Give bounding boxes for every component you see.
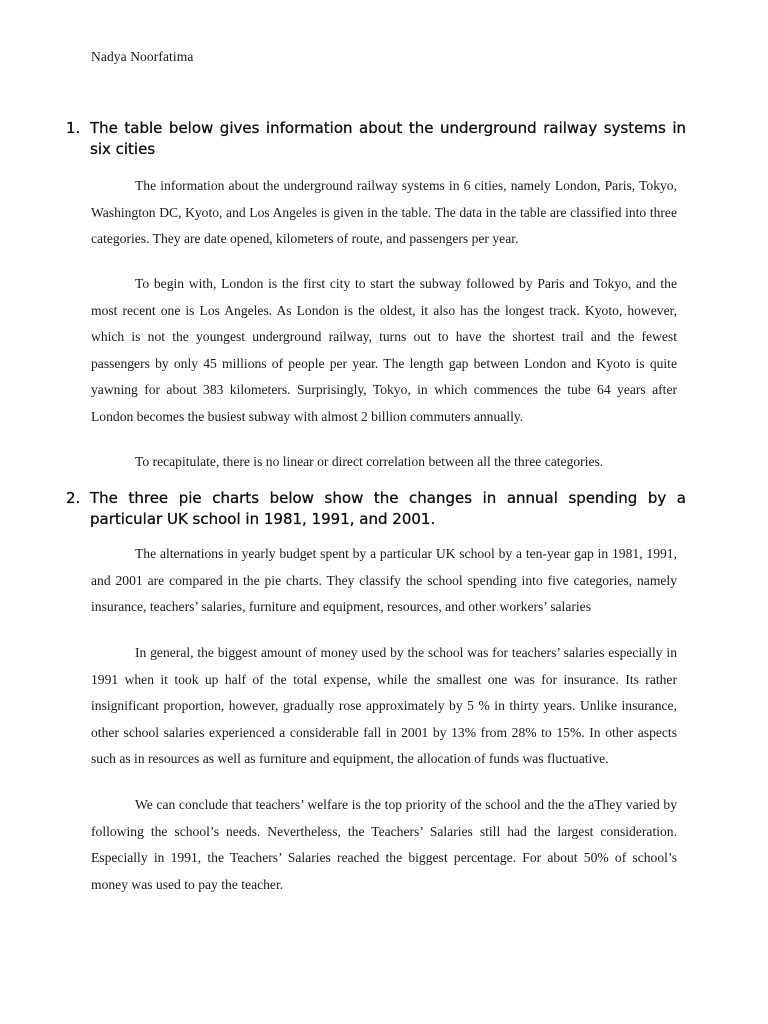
section-1-heading — [66, 118, 686, 160]
section-2-heading — [66, 488, 686, 530]
section-2-number: 2. — [66, 489, 81, 507]
section-2-paragraph-2: In general, the biggest amount of money used by the school was for teachers’ salaries especially in 1991 when it took up half of the total expense, while the smallest one was for insurance. Its rather insignificant proportion, however, gradually rose approximately by 5 % in thirty years. Unlike insurance, other school salaries experienced a considerable fall in 2001 by 13% from 28% to 15%. In other aspects such as in resources as well as furniture and equipment, the allocation of funds was fluctuative. — [91, 645, 677, 766]
section-1-number: 1. — [66, 119, 81, 137]
section-1-paragraph-1: The information about the underground railway systems in 6 cities, namely London, Paris, Tokyo, Washington DC, Kyoto, and Los Angeles is given in the table. The data in the table are classified into three categories. They are date opened, kilometers of route, and passengers per year. — [91, 178, 677, 246]
section-2-paragraph-3: We can conclude that teachers’ welfare is the top priority of the school and the the aThey varied by following the school’s needs. Nevertheless, the Teachers’ Salaries still had the largest consideration. Especially in 1991, the Teachers’ Salaries reached the biggest percentage. For about 50% of school’s money was used to pay the teacher. — [91, 797, 677, 892]
section-2-paragraph-1: The alternations in yearly budget spent by a particular UK school by a ten-year gap in 1981, 1991, and 2001 are compared in the pie charts. They classify the school spending into five categories, namely insurance, teachers’ salaries, furniture and equipment, resources, and other workers’ salaries — [91, 546, 677, 614]
section-1-paragraph-2: To begin with, London is the first city to start the subway followed by Paris and Tokyo, and the most recent one is Los Angeles. As London is the oldest, it also has the longest track. Kyoto, however, which is not the youngest underground railway, turns out to have the shortest trail and the fewest passengers by only 45 millions of people per year. The length gap between London and Kyoto is quite yawning for about 383 kilometers. Surprisingly, Tokyo, in which commences the tube 64 years after London becomes the busiest subway with almost 2 billion commuters annually. — [91, 276, 677, 424]
author-name: Nadya Noorfatima — [91, 49, 194, 64]
section-1-paragraph-3: To recapitulate, there is no linear or direct correlation between all the three categories. — [135, 454, 604, 469]
section-1-title: The table below gives information about the underground railway systems in six cities — [90, 119, 686, 158]
section-2-title: The three pie charts below show the changes in annual spending by a particular UK school in 1981, 1991, and 2001. — [90, 489, 686, 528]
